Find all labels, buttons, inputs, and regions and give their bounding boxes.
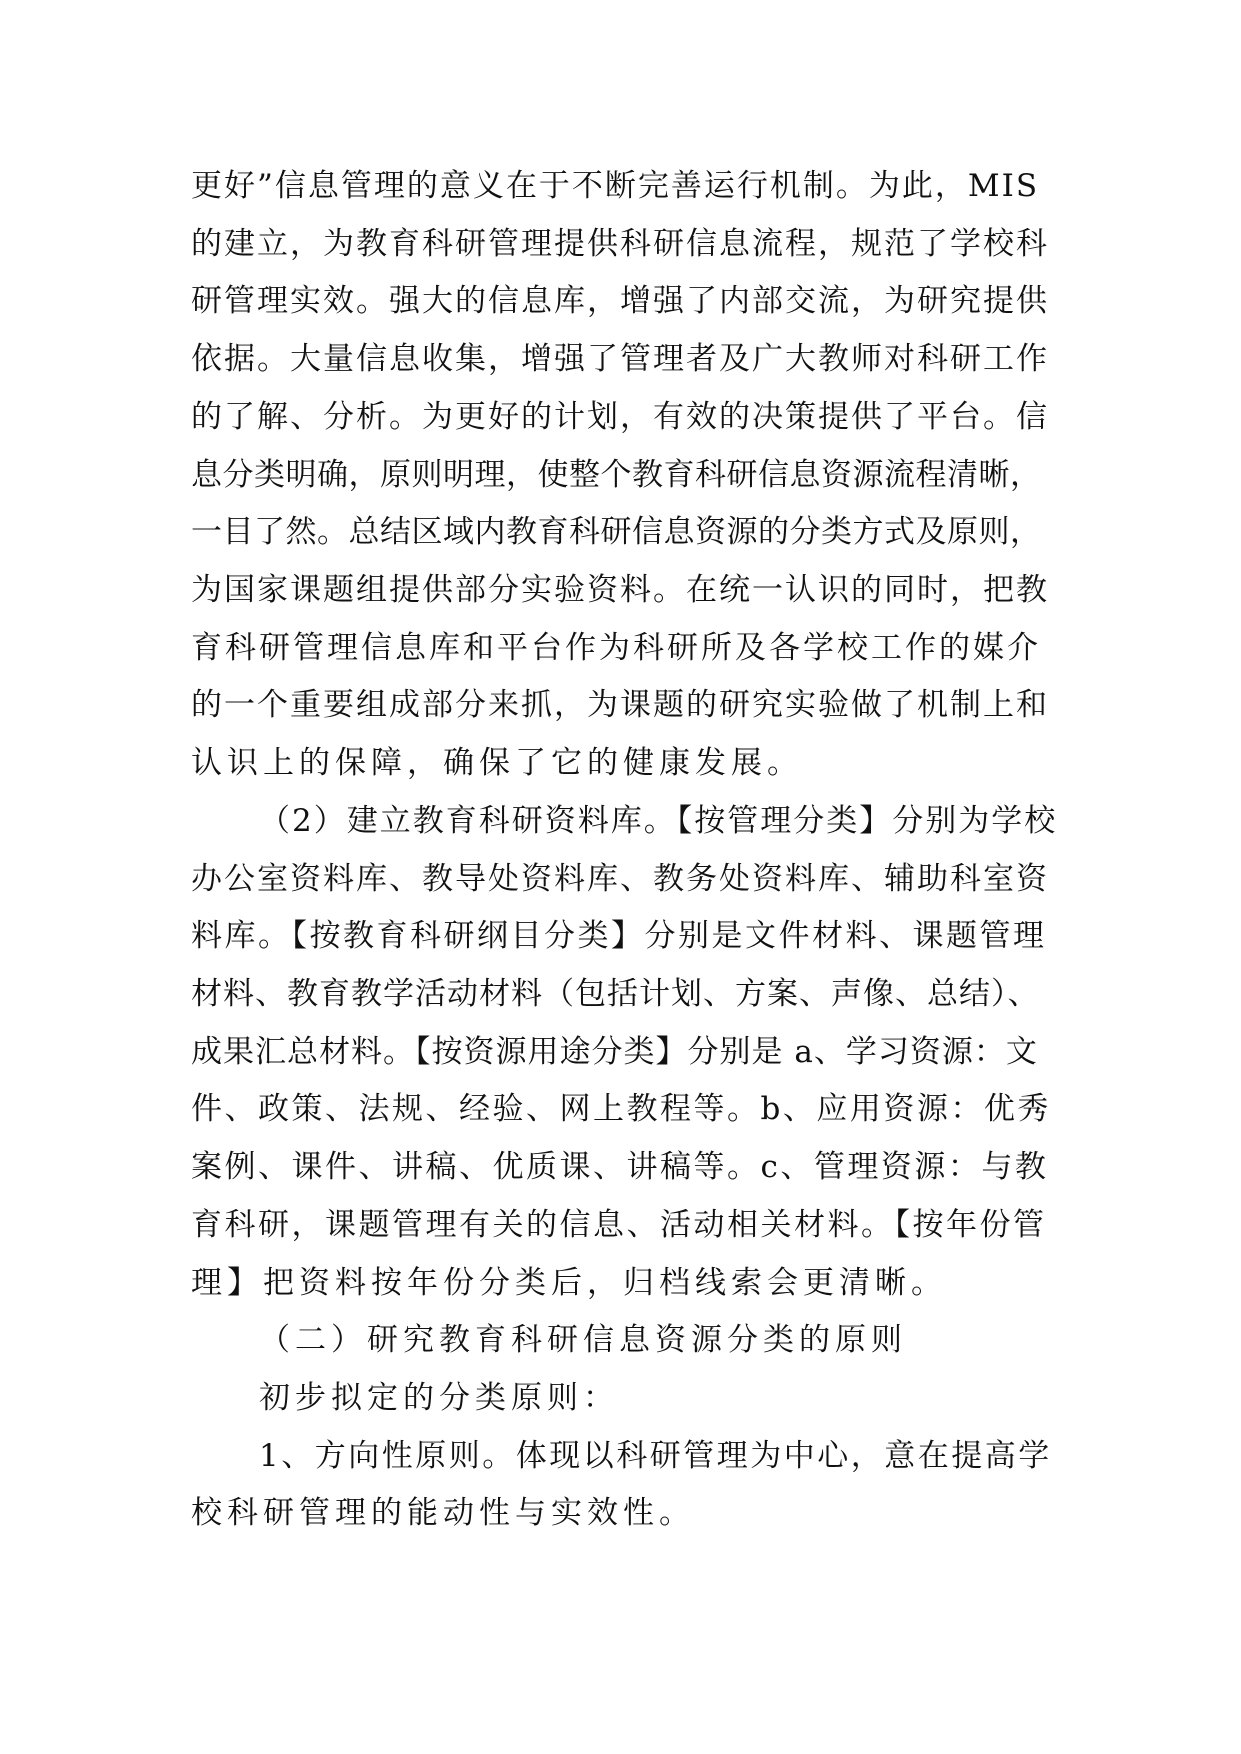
text-line: 为国家课题组提供部分实验资料。在统一认识的同时，把教 (191, 572, 1049, 608)
text-line: 理】把资料按年份分类后，归档线索会更清晰。 (191, 1265, 947, 1301)
text-line: 的了解、分析。为更好的计划，有效的决策提供了平台。信 (191, 399, 1049, 435)
text-line: 认识上的保障，确保了它的健康发展。 (191, 745, 803, 781)
text-line: 料库。【按教育科研纲目分类】分别是文件材料、课题管理 (191, 918, 1047, 954)
text-line: 育科研管理信息库和平台作为科研所及各学校工作的媒介 (191, 630, 1041, 666)
text-line: 成果汇总材料。【按资源用途分类】分别是 a、学习资源：文 (191, 1034, 1038, 1070)
text-line: 案例、课件、讲稿、优质课、讲稿等。c、管理资源：与教 (191, 1149, 1049, 1185)
text-line: 的一个重要组成部分来抓，为课题的研究实验做了机制上和 (191, 687, 1049, 723)
text-line: 息分类明确，原则明理，使整个教育科研信息资源流程清晰， (191, 457, 1042, 493)
text-line: 更好”信息管理的意义在于不断完善运行机制。为此，MIS (191, 168, 1040, 204)
paragraph-first-line: （2）建立教育科研资料库。【按管理分类】分别为学校 (259, 803, 1058, 839)
text-line: 依据。大量信息收集，增强了管理者及广大教师对科研工作 (191, 341, 1049, 377)
text-line: 校科研管理的能动性与实效性。 (191, 1495, 695, 1531)
paragraph-first-line: 初步拟定的分类原则： (259, 1380, 619, 1416)
text-line: 件、政策、法规、经验、网上教程等。b、应用资源：优秀 (191, 1091, 1051, 1127)
text-line: 材料、教育教学活动材料（包括计划、方案、声像、总结）、 (191, 976, 1040, 1012)
section-heading: （二）研究教育科研信息资源分类的原则 (259, 1322, 907, 1358)
text-line: 办公室资料库、教导处资料库、教务处资料库、辅助科室资 (191, 861, 1049, 897)
text-line: 的建立，为教育科研管理提供科研信息流程，规范了学校科 (191, 226, 1049, 262)
text-line: 一目了然。总结区域内教育科研信息资源的分类方式及原则， (191, 514, 1042, 550)
text-line: 研管理实效。强大的信息库，增强了内部交流，为研究提供 (191, 283, 1049, 319)
paragraph-first-line: 1、方向性原则。体现以科研管理为中心，意在提高学 (259, 1438, 1052, 1474)
text-line: 育科研，课题管理有关的信息、活动相关材料。【按年份管 (191, 1207, 1047, 1243)
